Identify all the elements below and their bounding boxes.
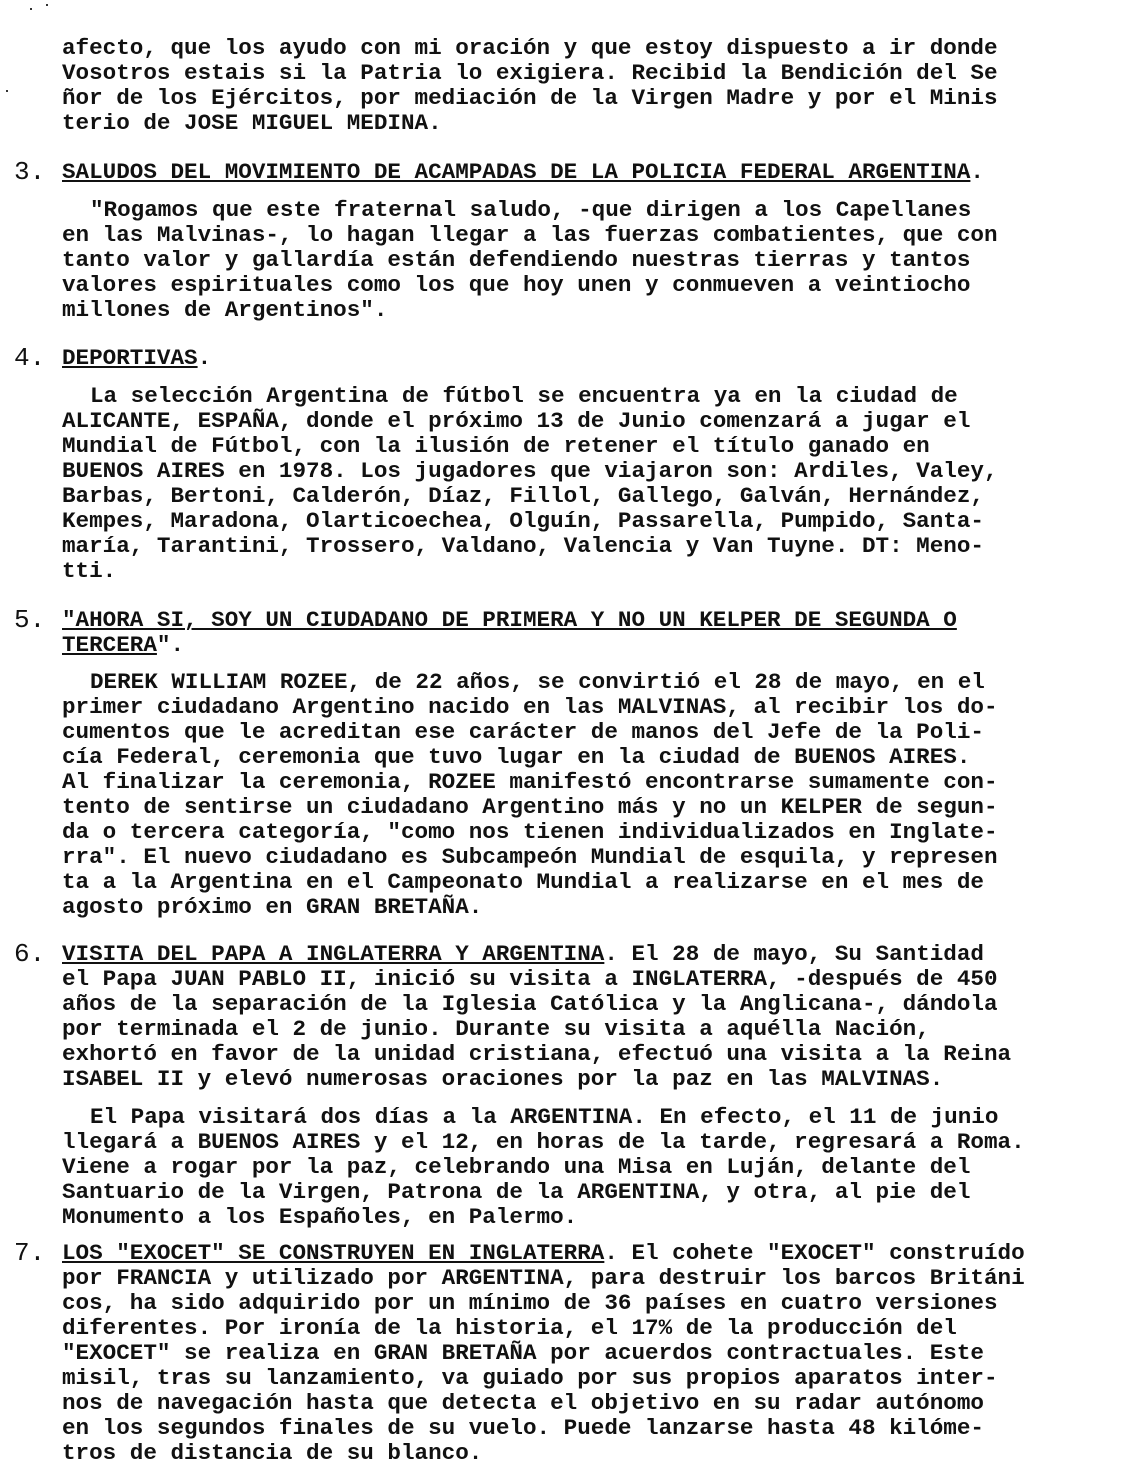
text-line: cía Federal, ceremonia que tuvo lugar en la ciudad de BUENOS AIRES. [62, 744, 971, 770]
text-line: Viene a rogar por la paz, celebrando una Misa en Luján, delante del [62, 1154, 971, 1180]
text-line: misil, tras su lanzamiento, va guiado por sus propios aparatos inter- [62, 1365, 998, 1391]
text-line: ta a la Argentina en el Campeonato Mundial a realizarse en el mes de [62, 869, 984, 895]
item-heading [62, 942, 984, 967]
text-line: en las Malvinas-, lo hagan llegar a las fuerzas combatientes, que con [62, 222, 998, 248]
text-line: por FRANCIA y utilizado por ARGENTINA, para destruir los barcos Británi [62, 1265, 1025, 1291]
text-line: afecto, que los ayudo con mi oración y que estoy dispuesto a ir donde [62, 35, 998, 61]
text-line: llegará a BUENOS AIRES y el 12, en horas de la tarde, regresará a Roma. [62, 1129, 1025, 1155]
item-number: 5. [14, 605, 46, 635]
item-heading [62, 1241, 1025, 1266]
text-line: tanto valor y gallardía están defendiendo nuestras tierras y tantos [62, 247, 971, 273]
item-heading [62, 346, 211, 371]
text-line: diferentes. Por ironía de la historia, el 17% de la producción del [62, 1315, 957, 1341]
item-heading [62, 160, 984, 185]
text-line: primer ciudadano Argentino nacido en las MALVINAS, al recibir los do- [62, 694, 998, 720]
item-number: 7. [14, 1238, 46, 1268]
item-number: 6. [14, 939, 46, 969]
text-line: el Papa JUAN PABLO II, inició su visita a INGLATERRA, -después de 450 [62, 966, 998, 992]
scan-speck [46, 4, 48, 6]
text-line: millones de Argentinos". [62, 297, 388, 323]
text-line: Al finalizar la ceremonia, ROZEE manifestó encontrarse sumamente con- [62, 769, 998, 795]
text-line: maría, Tarantini, Trossero, Valdano, Valencia y Van Tuyne. DT: Meno- [62, 533, 984, 559]
text-line: Kempes, Maradona, Olarticoechea, Olguín, Passarella, Pumpido, Santa- [62, 508, 984, 534]
text-line: El Papa visitará dos días a la ARGENTINA. En efecto, el 11 de junio [90, 1104, 999, 1130]
heading-text: LOS "EXOCET" SE CONSTRUYEN EN INGLATERRA [62, 1240, 605, 1266]
text-line: tti. [62, 558, 117, 584]
text-line: nos de navegación hasta que detecta el objetivo en su radar autónomo [62, 1390, 984, 1416]
heading-end: . [604, 1240, 618, 1266]
text-line: da o tercera categoría, "como nos tienen individualizados en Inglate- [62, 819, 998, 845]
text-line: agosto próximo en GRAN BRETAÑA. [62, 894, 483, 920]
text-line: en los segundos finales de su vuelo. Puede lanzarse hasta 48 kilóme- [62, 1415, 984, 1441]
text-line: años de la separación de la Iglesia Católica y la Anglicana-, dándola [62, 991, 998, 1017]
text-line: valores espirituales como los que hoy unen y conmueven a veintiocho [62, 272, 971, 298]
heading-end: ". [156, 632, 185, 658]
item-heading [62, 608, 957, 633]
text-line: ñor de los Ejércitos, por mediación de la Virgen Madre y por el Minis [62, 85, 998, 111]
item-heading [62, 633, 184, 658]
heading-continuation: El cohete "EXOCET" construído [617, 1240, 1025, 1266]
text-line: cos, ha sido adquirido por un mínimo de 36 países en cuatro versiones [62, 1290, 998, 1316]
text-line: BUENOS AIRES en 1978. Los jugadores que viajaron son: Ardiles, Valey, [62, 458, 998, 484]
text-line: Santuario de la Virgen, Patrona de la ARGENTINA, y otra, al pie del [62, 1179, 971, 1205]
text-line: La selección Argentina de fútbol se encuentra ya en la ciudad de [90, 383, 958, 409]
text-line: tros de distancia de su blanco. [62, 1440, 483, 1466]
heading-end: . [970, 159, 984, 185]
scan-speck [6, 90, 8, 92]
heading-text: "AHORA SI, SOY UN CIUDADANO DE PRIMERA Y NO UN KELPER DE SEGUNDA O [62, 607, 957, 633]
heading-text: VISITA DEL PAPA A INGLATERRA Y ARGENTINA [62, 941, 605, 967]
text-line: rra". El nuevo ciudadano es Subcampeón Mundial de esquila, y represen [62, 844, 998, 870]
item-number: 3. [14, 157, 46, 187]
scan-speck [30, 8, 32, 10]
text-line: ISABEL II y elevó numerosas oraciones por la paz en las MALVINAS. [62, 1066, 944, 1092]
text-line: terio de JOSE MIGUEL MEDINA. [62, 110, 442, 136]
item-number: 4. [14, 343, 46, 373]
text-line: tento de sentirse un ciudadano Argentino más y no un KELPER de segun- [62, 794, 998, 820]
text-line: exhortó en favor de la unidad cristiana, efectuó una visita a la Reina [62, 1041, 1012, 1067]
text-line: por terminada el 2 de junio. Durante su visita a aquélla Nación, [62, 1016, 930, 1042]
heading-end: . [604, 941, 618, 967]
heading-continuation: El 28 de mayo, Su Santidad [617, 941, 984, 967]
text-line: "Rogamos que este fraternal saludo, -que dirigen a los Capellanes [90, 197, 972, 223]
text-line: Barbas, Bertoni, Calderón, Díaz, Fillol, Gallego, Galván, Hernández, [62, 483, 984, 509]
text-line: Vosotros estais si la Patria lo exigiera. Recibid la Bendición del Se [62, 60, 998, 86]
text-line: "EXOCET" se realiza en GRAN BRETAÑA por acuerdos contractuales. Este [62, 1340, 984, 1366]
heading-end: . [197, 345, 212, 371]
text-line: Monumento a los Españoles, en Palermo. [62, 1204, 578, 1230]
heading-text: SALUDOS DEL MOVIMIENTO DE ACAMPADAS DE LA POLICIA FEDERAL ARGENTINA [62, 159, 971, 185]
text-line: Mundial de Fútbol, con la ilusión de retener el título ganado en [62, 433, 930, 459]
heading-text: DEPORTIVAS [62, 345, 198, 371]
text-line: DEREK WILLIAM ROZEE, de 22 años, se convirtió el 28 de mayo, en el [90, 669, 985, 695]
text-line: ALICANTE, ESPAÑA, donde el próximo 13 de Junio comenzará a jugar el [62, 408, 971, 434]
text-line: cumentos que le acreditan ese carácter de manos del Jefe de la Poli- [62, 719, 984, 745]
heading-text: TERCERA [62, 632, 157, 658]
